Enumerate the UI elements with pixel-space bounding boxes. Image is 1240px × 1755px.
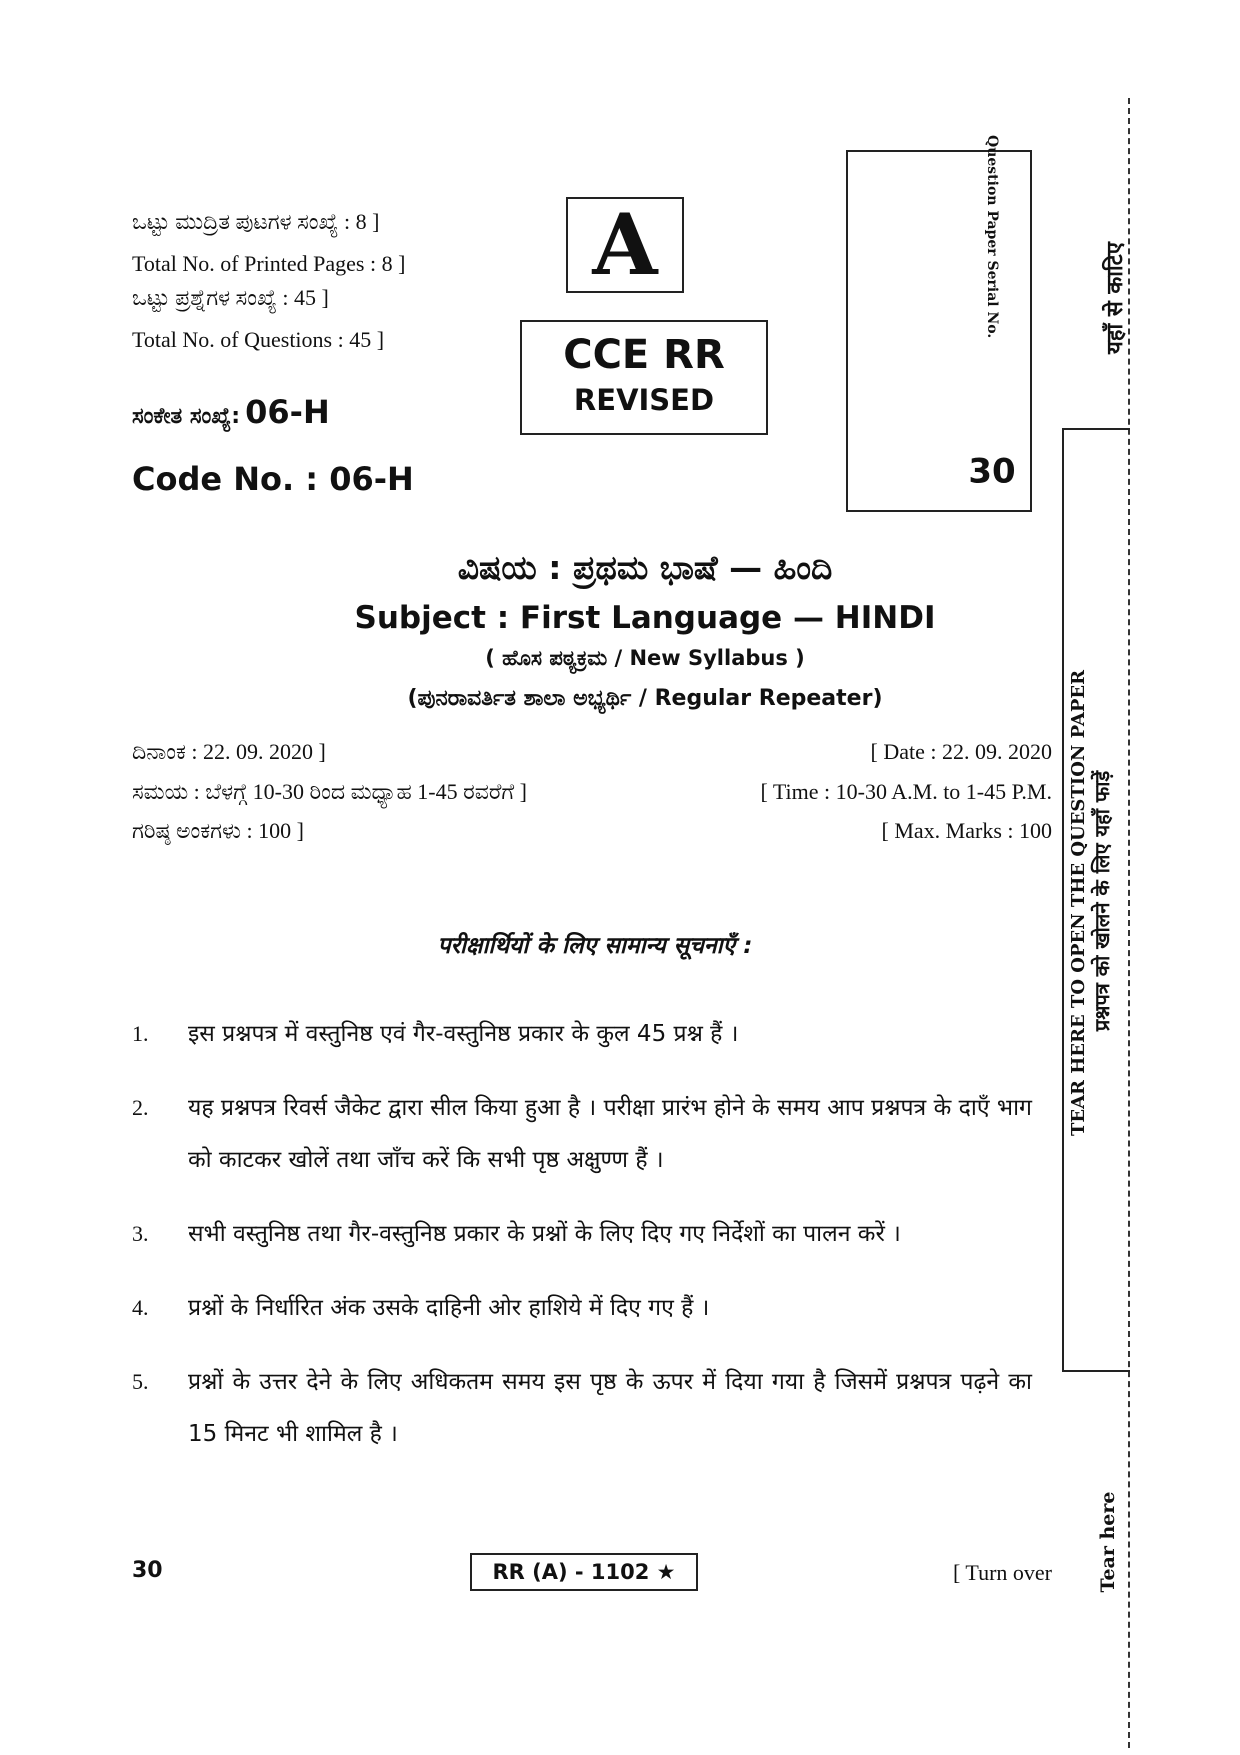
instruction-item <box>132 1008 1032 1060</box>
version-letter: A <box>592 195 658 294</box>
code-number-kannada <box>132 393 330 431</box>
date-kannada: ದಿನಾಂಕ : 22. 09. 2020 ] <box>132 739 326 764</box>
printed-pages-kannada: ಒಟ್ಟು ಮುದ್ರಿತ ಪುಟಗಳ ಸಂಖ್ಯೆ : 8 ] <box>132 209 380 234</box>
instruction-number: 4. <box>132 1295 149 1320</box>
instruction-text: प्रश्नों के निर्धारित अंक उसके दाहिनी ओर हाशिये में दिए गए हैं । <box>188 1295 710 1321</box>
time-english: [ Time : 10-30 A.M. to 1-45 P.M. <box>760 779 1052 804</box>
max-marks-kannada: ಗರಿಷ್ಠ ಅಂಕಗಳು : 100 ] <box>132 818 304 843</box>
cut-here-rotated <box>1036 242 1196 354</box>
tear-instruction-hindi: प्रश्नपत्र को खोलने के लिए यहाँ फाड़ें <box>1090 770 1114 1032</box>
instruction-item <box>132 1208 1032 1260</box>
instruction-number: 3. <box>132 1221 149 1246</box>
instructions-list <box>132 1008 1032 1460</box>
instruction-text: इस प्रश्नपत्र में वस्तुनिष्ठ एवं गैर-वस्तुनिष्ठ प्रकार के कुल 45 प्रश्न हैं । <box>188 1021 739 1047</box>
max-marks-english: [ Max. Marks : 100 <box>881 818 1052 843</box>
page-number: 30 <box>132 1558 163 1583</box>
total-questions-kannada: ಒಟ್ಟು ಪ್ರಶ್ನೆಗಳ ಸಂಖ್ಯೆ : 45 ] <box>132 285 329 310</box>
serial-value: 30 <box>968 451 1016 492</box>
tear-here-label: Tear here <box>1097 1491 1119 1593</box>
printed-pages-english: Total No. of Printed Pages : 8 ] <box>132 251 406 276</box>
serial-label: Question Paper Serial No. <box>984 135 1000 339</box>
turn-over-label: [ Turn over <box>952 1560 1052 1585</box>
instruction-text: प्रश्नों के उत्तर देने के लिए अधिकतम समय इस पृष्ठ के ऊपर में दिया गया है जिसमें प्रश्नपत्र पढ़ने का 15 मिनट भी शामिल है । <box>188 1369 1032 1447</box>
instruction-text: यह प्रश्नपत्र रिवर्स जैकेट द्वारा सील किया हुआ है । परीक्षा प्रारंभ होने के समय आप प्रश्नपत्र के दाएँ भाग को काटकर खोलें तथा जाँच करें कि सभी पृष्ठ अक्षुण्ण हैं । <box>188 1095 1032 1173</box>
cce-rr-box <box>520 320 768 435</box>
instruction-item <box>132 1082 1032 1186</box>
subject-kannada: ವಿಷಯ : ಪ್ರಥಮ ಭಾಷೆ — ಹಿಂದಿ <box>457 548 833 587</box>
tear-instruction-english: TEAR HERE TO OPEN THE QUESTION PAPER <box>1068 669 1089 1137</box>
code-number-english: Code No. : 06-H <box>132 460 414 498</box>
syllabus-label: ( ಹೊಸ ಪಠ್ಯಕ್ರಮ / New Syllabus ) <box>485 646 805 670</box>
code-value-kannada: 06-H <box>245 393 330 431</box>
instruction-number: 1. <box>132 1021 149 1046</box>
instruction-number: 5. <box>132 1369 149 1394</box>
cce-rr-title: CCE RR <box>563 332 725 378</box>
revised-label: REVISED <box>573 383 715 417</box>
paper-code-box: RR (A) - 1102 ★ <box>470 1553 698 1591</box>
cut-here-hindi: यहाँ से काटिए <box>1103 242 1128 354</box>
time-kannada: ಸಮಯ : ಬೆಳಗ್ಗೆ 10-30 ರಿಂದ ಮಧ್ಯಾಹ 1-45 ರವರೆಗೆ ] <box>132 779 527 804</box>
instruction-text: सभी वस्तुनिष्ठ तथा गैर-वस्तुनिष्ठ प्रकार के प्रश्नों के लिए दिए गए निर्देशों का पालन करें । <box>188 1221 901 1247</box>
date-english: [ Date : 22. 09. 2020 <box>870 739 1052 764</box>
total-questions-english: Total No. of Questions : 45 ] <box>132 327 385 352</box>
instruction-item <box>132 1356 1032 1460</box>
instructions-heading: परीक्षार्थियों के लिए सामान्य सूचनाएँ : <box>437 933 753 959</box>
instruction-item <box>132 1282 1032 1334</box>
instruction-number: 2. <box>132 1095 149 1120</box>
tear-here-rotated <box>1048 1491 1168 1593</box>
code-label-kannada: ಸಂಕೇತ ಸಂಖ್ಯೆ: <box>132 404 241 429</box>
version-box <box>566 197 684 293</box>
candidate-type: (ಪುನರಾವರ್ತಿತ ಶಾಲಾ ಅಭ್ಯರ್ಥಿ / Regular Repeater) <box>407 686 883 711</box>
serial-number-content <box>968 135 1016 495</box>
subject-english: Subject : First Language — HINDI <box>354 600 936 636</box>
